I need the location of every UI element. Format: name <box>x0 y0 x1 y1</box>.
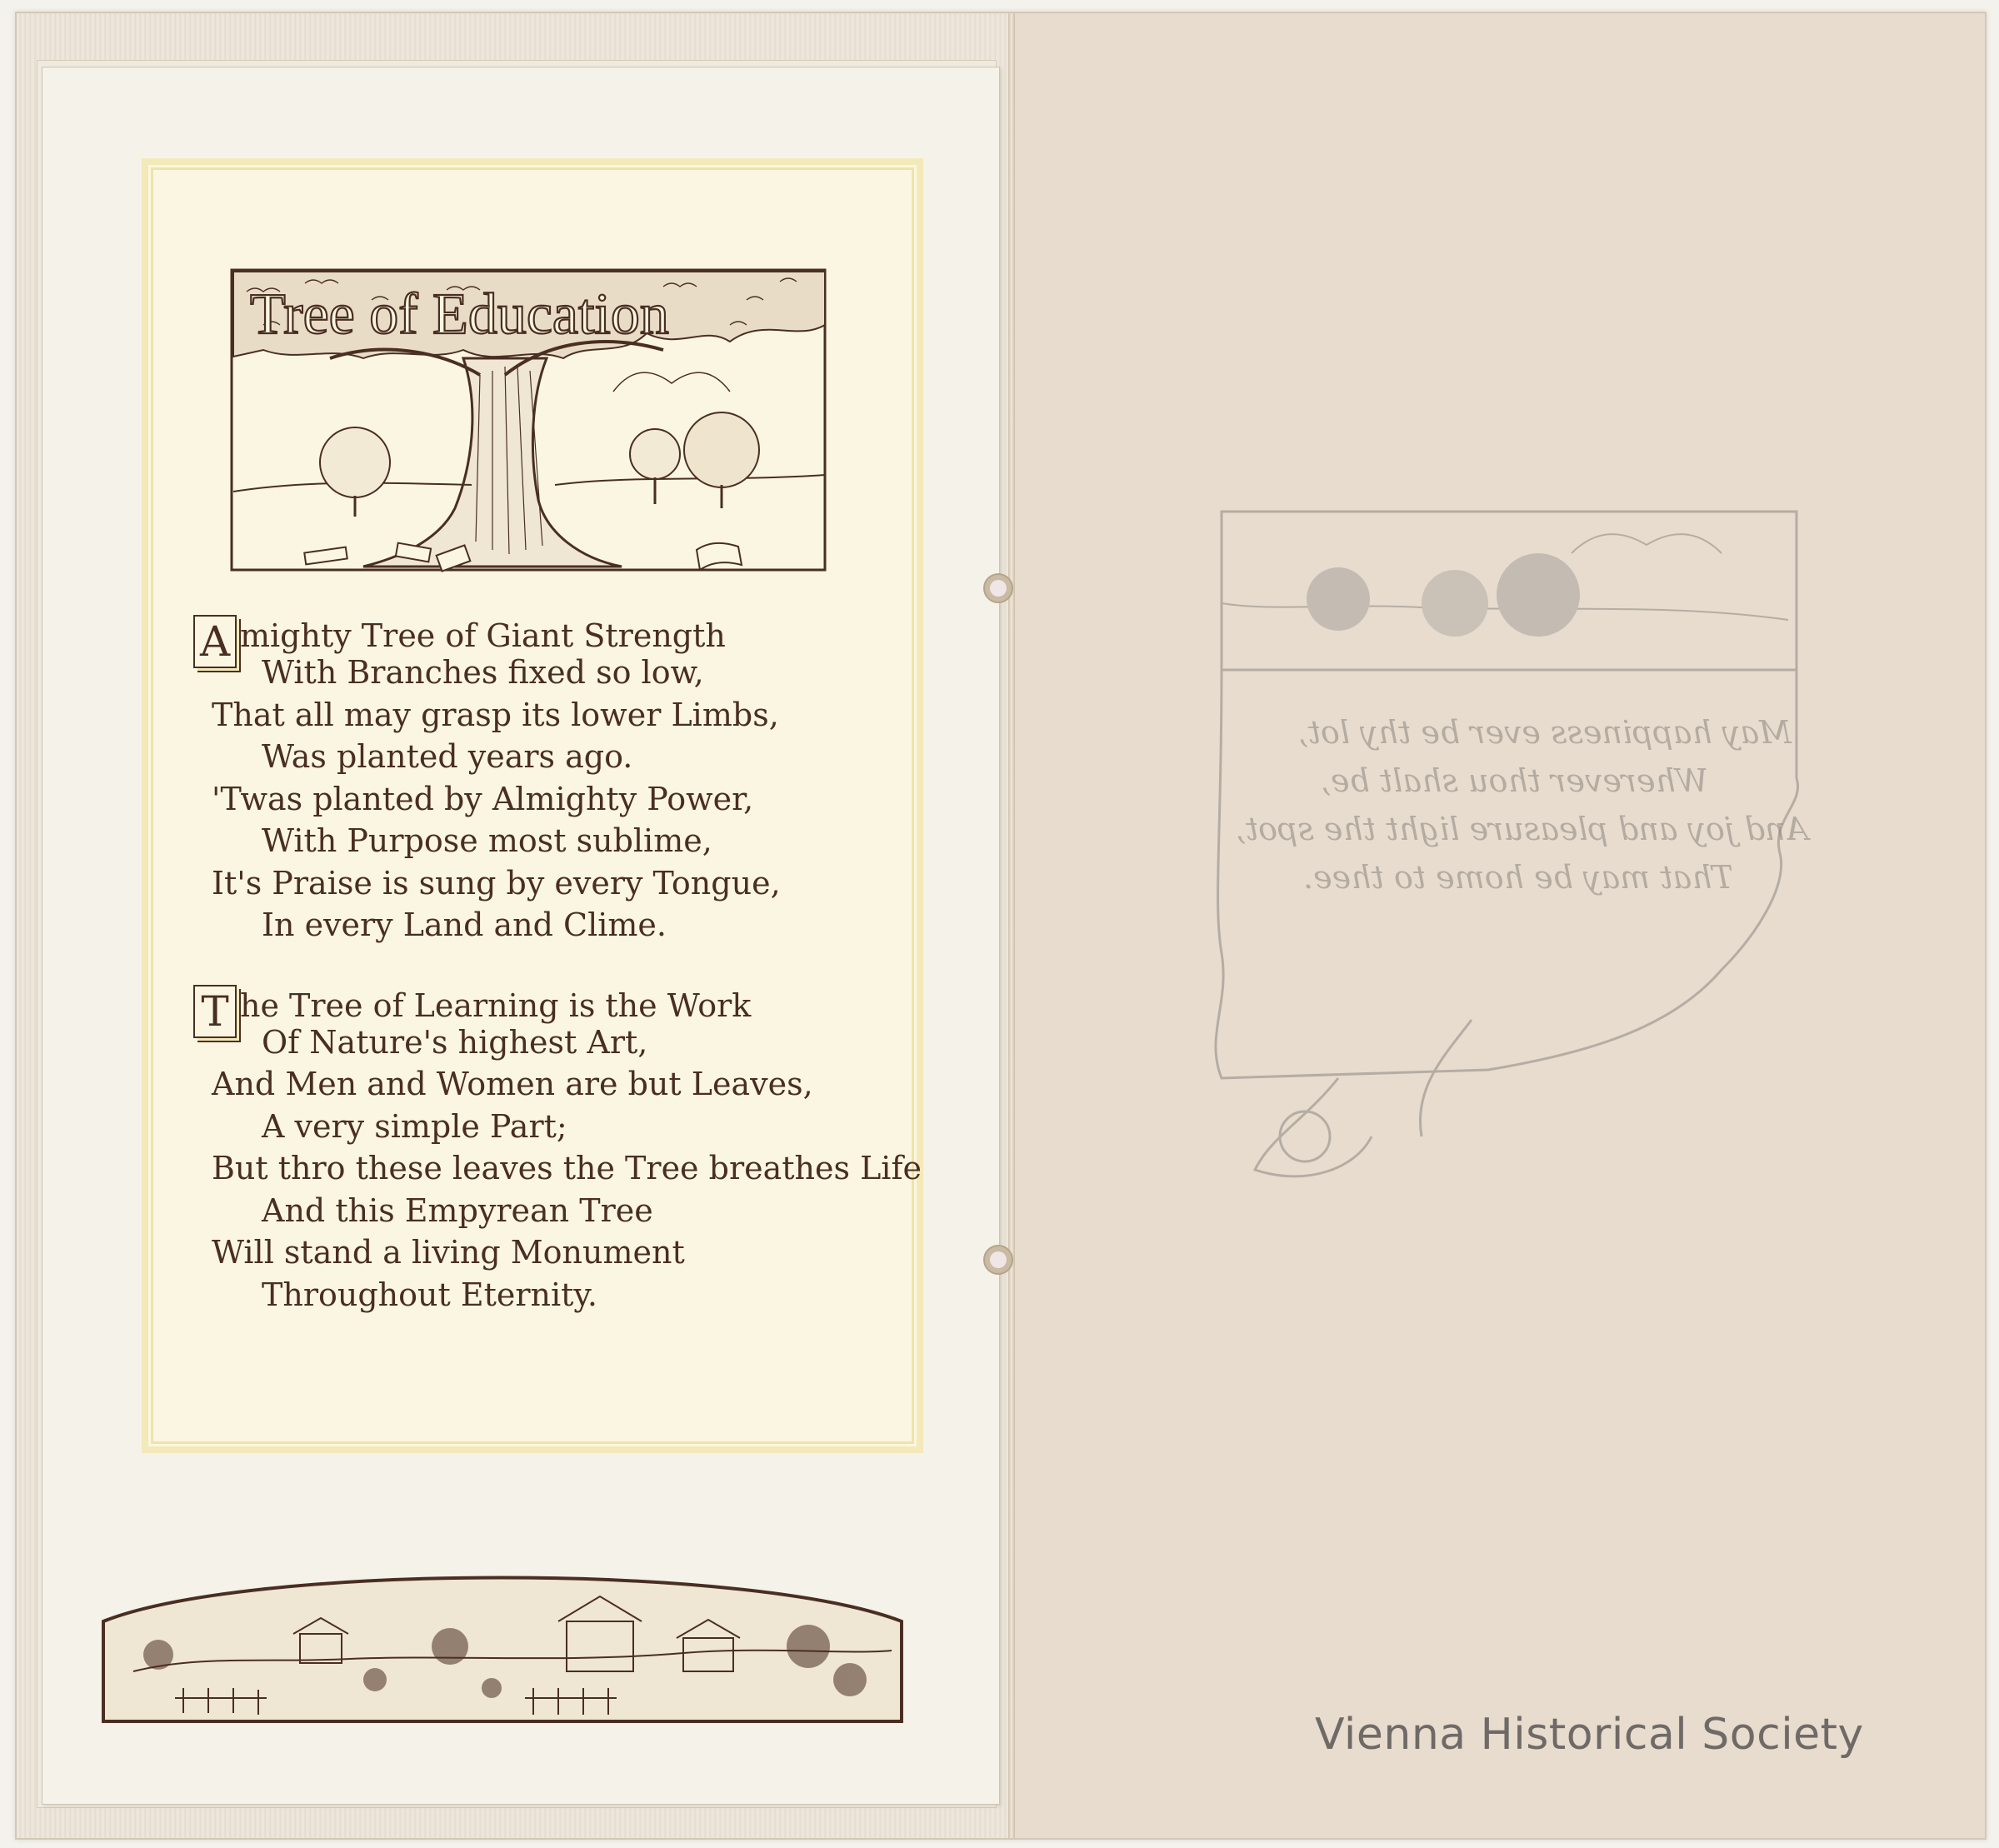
folder-spine <box>1008 13 1015 1838</box>
stanza-1 <box>193 615 902 946</box>
illustration-title: Tree of Education <box>250 282 669 347</box>
poem-line: And this Empyrean Tree <box>262 1191 653 1229</box>
show-through-line: Wherever thou shalt be, <box>1320 762 1708 799</box>
watermark: Vienna Historical Society <box>1315 1710 1864 1760</box>
poem-line-text: he Tree of Learning is the Work <box>240 986 752 1024</box>
punch-hole-bottom <box>983 1245 1013 1275</box>
poem-line: Of Nature's highest Art, <box>262 1023 648 1061</box>
poem-line: In every Land and Clime. <box>262 907 667 943</box>
poem-line: That all may grasp its lower Limbs, <box>212 696 779 733</box>
poem-line: Will stand a living Monument <box>212 1234 685 1271</box>
poem-line: And Men and Women are but Leaves, <box>212 1066 813 1102</box>
village-illustration <box>100 1555 905 1726</box>
punch-hole-top <box>983 573 1013 603</box>
show-through-line: That may be home to thee. <box>1303 859 1733 896</box>
tree-illustration <box>230 267 828 585</box>
poem-line: A very simple Part; <box>262 1107 567 1145</box>
show-through-poem <box>1192 708 1825 902</box>
poem-line: With Branches fixed so low, <box>262 654 704 691</box>
poem-line: With Purpose most sublime, <box>262 822 712 859</box>
poem-line: It's Praise is sung by every Tongue, <box>212 864 781 902</box>
dropcap-a: A <box>193 615 237 668</box>
poem-line: Throughout Eternity. <box>262 1276 597 1313</box>
poem-line: 'Twas planted by Almighty Power, <box>212 780 754 817</box>
show-through-line: May happiness ever be thy lot, <box>1297 714 1792 751</box>
dropcap-t: T <box>193 985 237 1038</box>
poem-text <box>193 615 922 1316</box>
show-through-line: And joy and pleasure light the spot, <box>1235 811 1808 847</box>
poem-line: Was planted years ago. <box>262 738 633 775</box>
stanza-2 <box>193 985 922 1316</box>
poem-line: But thro these leaves the Tree breathes Life <box>212 1150 922 1186</box>
poem-line-text: mighty Tree of Giant Strength <box>240 617 726 654</box>
